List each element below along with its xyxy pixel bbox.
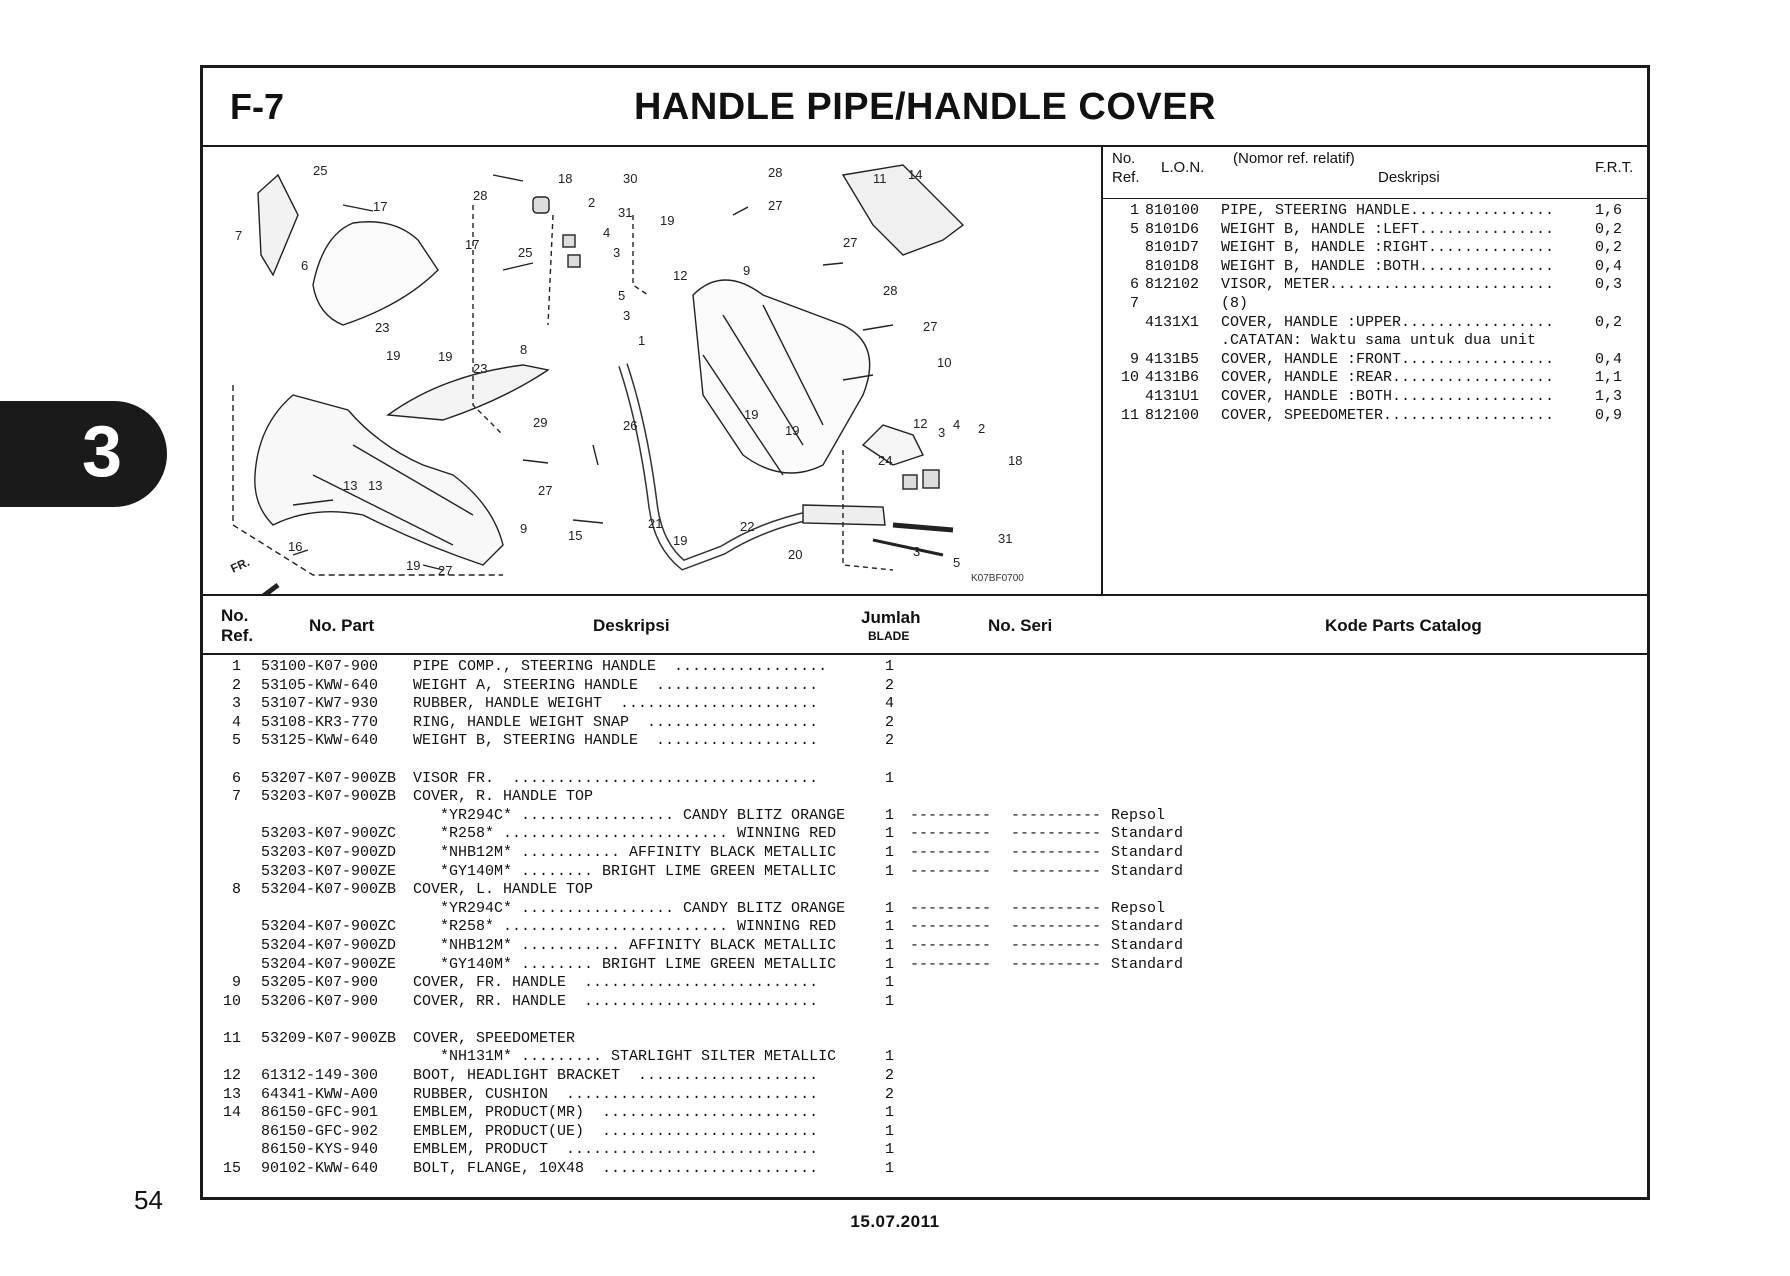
diagram-callout: 8 — [520, 342, 528, 357]
lon-table-header — [1103, 145, 1647, 199]
diagram-callout: 3 — [913, 544, 921, 559]
lon-frt: 0,2 — [1595, 313, 1623, 331]
part-serial-from: --------- — [910, 955, 992, 973]
diagram-callout: 11 — [873, 171, 887, 186]
part-number: 53203-K07-900ZC — [261, 825, 397, 843]
part-serial-to: ---------- — [1011, 899, 1102, 917]
diagram-callout: 26 — [623, 418, 638, 433]
lon-table — [1103, 145, 1647, 594]
part-serial-from: --------- — [910, 936, 992, 954]
diagram-callout: 28 — [473, 188, 488, 203]
part-serial-to: ---------- — [1011, 843, 1102, 861]
part-serial-from: --------- — [910, 843, 992, 861]
lon-header-relatif: (Nomor ref. relatif) — [1233, 150, 1355, 167]
part-desc: RUBBER, HANDLE WEIGHT ...................... — [413, 695, 819, 713]
lon-frt: 1,1 — [1595, 369, 1623, 387]
part-qty: 1 — [885, 769, 895, 787]
parts-header-part: No. Part — [309, 616, 375, 635]
fr-arrow-label: FR. — [228, 554, 252, 576]
lon-ref: 6 — [1129, 276, 1139, 294]
lon-desc: COVER, HANDLE :BOTH.................. — [1221, 387, 1555, 405]
diagram-callout: 4 — [953, 417, 961, 432]
lon-frt: 1,3 — [1595, 387, 1623, 405]
diagram-callout: 28 — [768, 165, 783, 180]
section-title: HANDLE PIPE/HANDLE COVER — [633, 86, 1217, 128]
part-desc: WEIGHT B, STEERING HANDLE .................. — [413, 732, 819, 750]
lon-row — [1103, 258, 1647, 277]
part-desc: COVER, FR. HANDLE .......................... — [413, 974, 819, 992]
diagram-callout: 28 — [883, 283, 898, 298]
parts-row — [203, 1086, 1647, 1105]
lon-code: 4131B6 — [1145, 369, 1200, 387]
part-qty: 1 — [885, 843, 895, 861]
exploded-diagram — [203, 145, 1103, 594]
part-qty: 1 — [885, 825, 895, 843]
lon-code: 8101D6 — [1145, 220, 1200, 238]
part-ref: 10 — [222, 992, 241, 1010]
part-ref: 15 — [222, 1160, 241, 1178]
parts-row — [203, 788, 1647, 807]
parts-row — [203, 1030, 1647, 1049]
parts-row — [203, 844, 1647, 863]
parts-header-deskripsi: Deskripsi — [593, 616, 670, 635]
diagram-callout: 18 — [1008, 453, 1023, 468]
lon-ref: 9 — [1129, 350, 1139, 368]
lon-code: 810100 — [1145, 202, 1200, 219]
diagram-callout: 18 — [558, 171, 573, 186]
part-desc: *NH131M* ......... STARLIGHT SILTER METALLIC — [413, 1048, 837, 1066]
lon-desc: COVER, SPEEDOMETER................... — [1221, 406, 1555, 424]
part-number: 53207-K07-900ZB — [261, 769, 397, 787]
diagram-callout: 23 — [375, 320, 390, 335]
part-number: 53204-K07-900ZE — [261, 955, 397, 973]
part-qty: 1 — [885, 806, 895, 824]
part-number: 53203-K07-900ZE — [261, 862, 397, 880]
lon-frt: 1,6 — [1595, 202, 1623, 219]
part-desc: VISOR FR. .................................. — [413, 769, 819, 787]
lon-desc: COVER, HANDLE :UPPER................. — [1221, 313, 1555, 331]
part-number: 53205-K07-900 — [261, 974, 379, 992]
part-qty: 2 — [885, 1067, 895, 1085]
part-number: 64341-KWW-A00 — [261, 1085, 379, 1103]
diagram-callout: 13 — [343, 478, 358, 493]
part-desc: *R258* ......................... WINNING RED — [413, 825, 837, 843]
part-number: 53204-K07-900ZC — [261, 918, 397, 936]
lon-code: 4131X1 — [1145, 313, 1200, 331]
part-qty: 1 — [885, 1048, 895, 1066]
part-qty: 2 — [885, 1085, 895, 1103]
parts-rows — [203, 658, 1647, 1179]
part-ref: 3 — [231, 695, 241, 713]
part-qty: 1 — [885, 1104, 895, 1122]
diagram-callout: 5 — [618, 288, 626, 303]
lon-row — [1103, 276, 1647, 295]
page-number: 54 — [134, 1185, 163, 1215]
lon-header-deskripsi: Deskripsi — [1378, 169, 1440, 186]
part-desc: EMBLEM, PRODUCT(UE) ........................ — [413, 1122, 819, 1140]
lon-desc: PIPE, STEERING HANDLE................ — [1221, 202, 1555, 219]
part-catalog-code: Standard — [1111, 918, 1184, 936]
parts-row — [203, 956, 1647, 975]
part-catalog-code: Repsol — [1111, 899, 1166, 917]
part-serial-from: --------- — [910, 862, 992, 880]
part-ref: 8 — [231, 881, 241, 899]
diagram-callout: 7 — [235, 228, 243, 243]
diagram-callout: 2 — [978, 421, 986, 436]
part-desc: *YR294C* ................. CANDY BLITZ ORANGE — [413, 899, 846, 917]
part-number: 61312-149-300 — [261, 1067, 379, 1085]
part-desc: EMBLEM, PRODUCT(MR) ........................ — [413, 1104, 819, 1122]
lon-desc: COVER, HANDLE :REAR.................. — [1221, 369, 1555, 387]
lon-ref: 10 — [1120, 369, 1139, 387]
diagram-callout: 25 — [518, 245, 533, 260]
part-serial-to: ---------- — [1011, 862, 1102, 880]
footer-date: 15.07.2011 — [850, 1212, 940, 1231]
section-code: F-7 — [230, 86, 284, 127]
parts-row — [203, 1160, 1647, 1179]
parts-table-header — [203, 594, 1647, 655]
diagram-callout: 17 — [465, 237, 480, 252]
part-qty: 1 — [885, 1141, 895, 1159]
diagram-callout: 19 — [673, 533, 688, 548]
lon-desc: VISOR, METER......................... — [1221, 276, 1555, 294]
diagram-callout: 6 — [301, 258, 309, 273]
diagram-callout: 9 — [520, 521, 528, 536]
part-number: 53204-K07-900ZD — [261, 936, 397, 954]
diagram-callout: 31 — [618, 205, 633, 220]
parts-row — [203, 732, 1647, 751]
diagram-callout: 13 — [368, 478, 383, 493]
part-number: 53100-K07-900 — [261, 658, 379, 675]
part-serial-from: --------- — [910, 899, 992, 917]
lon-row — [1103, 332, 1647, 351]
lon-ref: 11 — [1120, 406, 1139, 424]
parts-row — [203, 974, 1647, 993]
part-catalog-code: Standard — [1111, 862, 1184, 880]
diagram-callout: 21 — [648, 516, 663, 531]
diagram-callout: 19 — [660, 213, 675, 228]
part-qty: 2 — [885, 732, 895, 750]
part-desc: RING, HANDLE WEIGHT SNAP ................... — [413, 713, 819, 731]
diagram-callout: 19 — [785, 423, 800, 438]
diagram-callout: 27 — [843, 235, 858, 250]
diagram-callout: 2 — [588, 195, 596, 210]
part-serial-to: ---------- — [1011, 806, 1102, 824]
lon-desc: WEIGHT B, HANDLE :RIGHT.............. — [1221, 239, 1555, 257]
part-qty: 2 — [885, 676, 895, 694]
diagram-callout: 23 — [473, 361, 488, 376]
lon-header-no: No. — [1112, 150, 1136, 167]
part-number: 86150-GFC-902 — [261, 1122, 379, 1140]
parts-row — [203, 1048, 1647, 1067]
part-number: 53107-KW7-930 — [261, 695, 379, 713]
lon-desc: WEIGHT B, HANDLE :LEFT............... — [1221, 220, 1555, 238]
part-ref: 7 — [231, 788, 241, 806]
diagram-callout: 19 — [406, 558, 421, 573]
diagram-callout: 9 — [743, 263, 751, 278]
part-ref: 4 — [231, 713, 241, 731]
lon-header-ref: Ref. — [1112, 169, 1140, 186]
diagram-callout: 22 — [740, 519, 755, 534]
parts-row — [203, 807, 1647, 826]
part-desc: COVER, L. HANDLE TOP — [413, 881, 594, 899]
parts-row — [203, 825, 1647, 844]
part-serial-from: --------- — [910, 806, 992, 824]
parts-row — [203, 1067, 1647, 1086]
part-ref: 5 — [231, 732, 241, 750]
lon-code: 4131B5 — [1145, 350, 1200, 368]
lon-desc: COVER, HANDLE :FRONT................. — [1221, 350, 1555, 368]
parts-row — [203, 1104, 1647, 1123]
part-number: 53209-K07-900ZB — [261, 1029, 397, 1047]
diagram-callout: 12 — [673, 268, 688, 283]
diagram-callout: 27 — [538, 483, 553, 498]
part-serial-to: ---------- — [1011, 918, 1102, 936]
parts-row — [203, 751, 1647, 770]
part-desc: WEIGHT A, STEERING HANDLE .................. — [413, 676, 819, 694]
lon-row — [1103, 221, 1647, 240]
part-number: 53203-K07-900ZB — [261, 788, 397, 806]
part-desc: RUBBER, CUSHION ............................ — [413, 1085, 819, 1103]
part-desc: BOOT, HEADLIGHT BRACKET .................... — [413, 1067, 819, 1085]
parts-row — [203, 937, 1647, 956]
lon-row — [1103, 351, 1647, 370]
lon-header-frt: F.R.T. — [1595, 159, 1634, 176]
diagram-callout: 30 — [623, 171, 638, 186]
part-number: 90102-KWW-640 — [261, 1160, 379, 1178]
parts-row — [203, 900, 1647, 919]
diagram-callout: 19 — [438, 349, 453, 364]
part-desc: *GY140M* ........ BRIGHT LIME GREEN METALLIC — [413, 955, 837, 973]
part-qty: 1 — [885, 658, 895, 675]
part-number: 86150-KYS-940 — [261, 1141, 379, 1159]
parts-row — [203, 1141, 1647, 1160]
lon-frt: 0,2 — [1595, 239, 1623, 257]
parts-header-seri: No. Seri — [988, 616, 1053, 635]
lon-row — [1103, 239, 1647, 258]
parts-row — [203, 1123, 1647, 1142]
part-serial-to: ---------- — [1011, 825, 1102, 843]
figure-code: K07BF0700 — [971, 573, 1024, 584]
part-number: 53206-K07-900 — [261, 992, 379, 1010]
part-ref: 6 — [231, 769, 241, 787]
part-qty: 1 — [885, 862, 895, 880]
parts-row — [203, 993, 1647, 1012]
lon-desc: WEIGHT B, HANDLE :BOTH............... — [1221, 257, 1555, 275]
lon-rows — [1103, 202, 1647, 425]
parts-header-kode: Kode Parts Catalog — [1325, 616, 1482, 635]
lon-row — [1103, 295, 1647, 314]
part-number: 86150-GFC-901 — [261, 1104, 379, 1122]
part-qty: 1 — [885, 974, 895, 992]
parts-row — [203, 863, 1647, 882]
part-number: 53108-KR3-770 — [261, 713, 379, 731]
diagram-callout: 16 — [288, 539, 303, 554]
parts-row — [203, 881, 1647, 900]
part-serial-from: --------- — [910, 825, 992, 843]
part-ref: 1 — [231, 658, 241, 675]
exploded-diagram-drawing — [203, 145, 1101, 594]
part-catalog-code: Standard — [1111, 936, 1184, 954]
lon-row — [1103, 407, 1647, 426]
parts-row — [203, 695, 1647, 714]
part-desc: *R258* ......................... WINNING RED — [413, 918, 837, 936]
part-desc: *NHB12M* ........... AFFINITY BLACK METALLIC — [413, 843, 837, 861]
diagram-callout: 3 — [623, 308, 631, 323]
part-qty: 1 — [885, 899, 895, 917]
lon-frt: 0,3 — [1595, 276, 1623, 294]
part-serial-to: ---------- — [1011, 955, 1102, 973]
diagram-callout: 25 — [313, 163, 328, 178]
diagram-callout: 19 — [744, 407, 759, 422]
part-number: 53105-KWW-640 — [261, 676, 379, 694]
part-desc: COVER, RR. HANDLE .......................... — [413, 992, 819, 1010]
parts-row — [203, 714, 1647, 733]
diagram-callout: 31 — [998, 531, 1013, 546]
lon-code: 812100 — [1145, 406, 1200, 424]
diagram-callout: 24 — [878, 453, 893, 468]
diagram-callout: 19 — [386, 348, 401, 363]
parts-row — [203, 1011, 1647, 1030]
part-catalog-code: Standard — [1111, 843, 1184, 861]
parts-header-ref: Ref. — [221, 626, 254, 645]
part-ref: 12 — [222, 1067, 241, 1085]
part-catalog-code: Standard — [1111, 825, 1184, 843]
part-ref: 13 — [222, 1085, 241, 1103]
part-desc: *YR294C* ................. CANDY BLITZ ORANGE — [413, 806, 846, 824]
diagram-callout: 27 — [923, 319, 938, 334]
parts-row — [203, 918, 1647, 937]
chapter-number: 3 — [82, 412, 123, 492]
diagram-callout: 5 — [953, 555, 961, 570]
lon-ref: 5 — [1129, 220, 1139, 238]
parts-row — [203, 770, 1647, 789]
part-qty: 2 — [885, 713, 895, 731]
parts-row — [203, 677, 1647, 696]
part-number: 53204-K07-900ZB — [261, 881, 397, 899]
diagram-callout: 27 — [438, 563, 453, 578]
part-number: 53125-KWW-640 — [261, 732, 379, 750]
lon-desc: (8) — [1221, 294, 1249, 312]
diagram-callout: 12 — [913, 416, 928, 431]
lon-frt: 0,9 — [1595, 406, 1623, 424]
diagram-callout: 20 — [788, 547, 803, 562]
lon-header-lon: L.O.N. — [1161, 159, 1205, 176]
diagram-callout: 10 — [937, 355, 952, 370]
diagram-callout: 29 — [533, 415, 548, 430]
lon-code: 8101D8 — [1145, 257, 1200, 275]
diagram-callout: 3 — [613, 245, 621, 260]
part-number: 53203-K07-900ZD — [261, 843, 397, 861]
part-qty: 1 — [885, 918, 895, 936]
part-qty: 1 — [885, 1160, 895, 1178]
lon-row — [1103, 388, 1647, 407]
part-catalog-code: Repsol — [1111, 806, 1166, 824]
lon-row — [1103, 202, 1647, 221]
diagram-callout: 17 — [373, 199, 388, 214]
chapter-tab — [0, 401, 167, 507]
part-ref: 2 — [231, 676, 241, 694]
parts-header-no: No. — [221, 606, 249, 625]
part-desc: *GY140M* ........ BRIGHT LIME GREEN METALLIC — [413, 862, 837, 880]
part-serial-to: ---------- — [1011, 936, 1102, 954]
lon-ref: 7 — [1129, 294, 1139, 312]
lon-row — [1103, 369, 1647, 388]
lon-frt: 0,4 — [1595, 257, 1623, 275]
page-header — [203, 68, 1647, 147]
part-desc: *NHB12M* ........... AFFINITY BLACK METALLIC — [413, 936, 837, 954]
diagram-callout: 4 — [603, 225, 611, 240]
diagram-callout: 3 — [938, 425, 946, 440]
lon-code: 4131U1 — [1145, 387, 1200, 405]
diagram-callout: 27 — [768, 198, 783, 213]
parts-header-jumlah: Jumlah — [861, 608, 921, 627]
part-qty: 1 — [885, 955, 895, 973]
part-serial-from: --------- — [910, 918, 992, 936]
diagram-callout: 15 — [568, 528, 583, 543]
part-ref: 11 — [222, 1029, 241, 1047]
lon-frt: 0,2 — [1595, 220, 1623, 238]
lon-code: 8101D7 — [1145, 239, 1200, 257]
diagram-callout: 1 — [638, 333, 646, 348]
lon-code: 812102 — [1145, 276, 1200, 294]
diagram-callout: 14 — [908, 167, 923, 182]
part-desc: COVER, SPEEDOMETER — [413, 1029, 576, 1047]
part-qty: 4 — [885, 695, 895, 713]
part-catalog-code: Standard — [1111, 955, 1184, 973]
part-ref: 9 — [231, 974, 241, 992]
lon-frt: 0,4 — [1595, 350, 1623, 368]
catalog-page-frame — [200, 65, 1650, 1200]
part-qty: 1 — [885, 992, 895, 1010]
part-desc: COVER, R. HANDLE TOP — [413, 788, 594, 806]
lon-row — [1103, 314, 1647, 333]
part-desc: PIPE COMP., STEERING HANDLE ................. — [413, 658, 828, 675]
parts-header-blade: BLADE — [868, 629, 910, 643]
lon-desc: .CATATAN: Waktu sama untuk dua unit — [1221, 332, 1537, 350]
part-desc: BOLT, FLANGE, 10X48 ........................ — [413, 1160, 819, 1178]
part-qty: 1 — [885, 936, 895, 954]
part-desc: EMBLEM, PRODUCT ............................ — [413, 1141, 819, 1159]
part-qty: 1 — [885, 1122, 895, 1140]
parts-row — [203, 658, 1647, 677]
lon-ref: 1 — [1129, 202, 1139, 219]
part-ref: 14 — [222, 1104, 241, 1122]
